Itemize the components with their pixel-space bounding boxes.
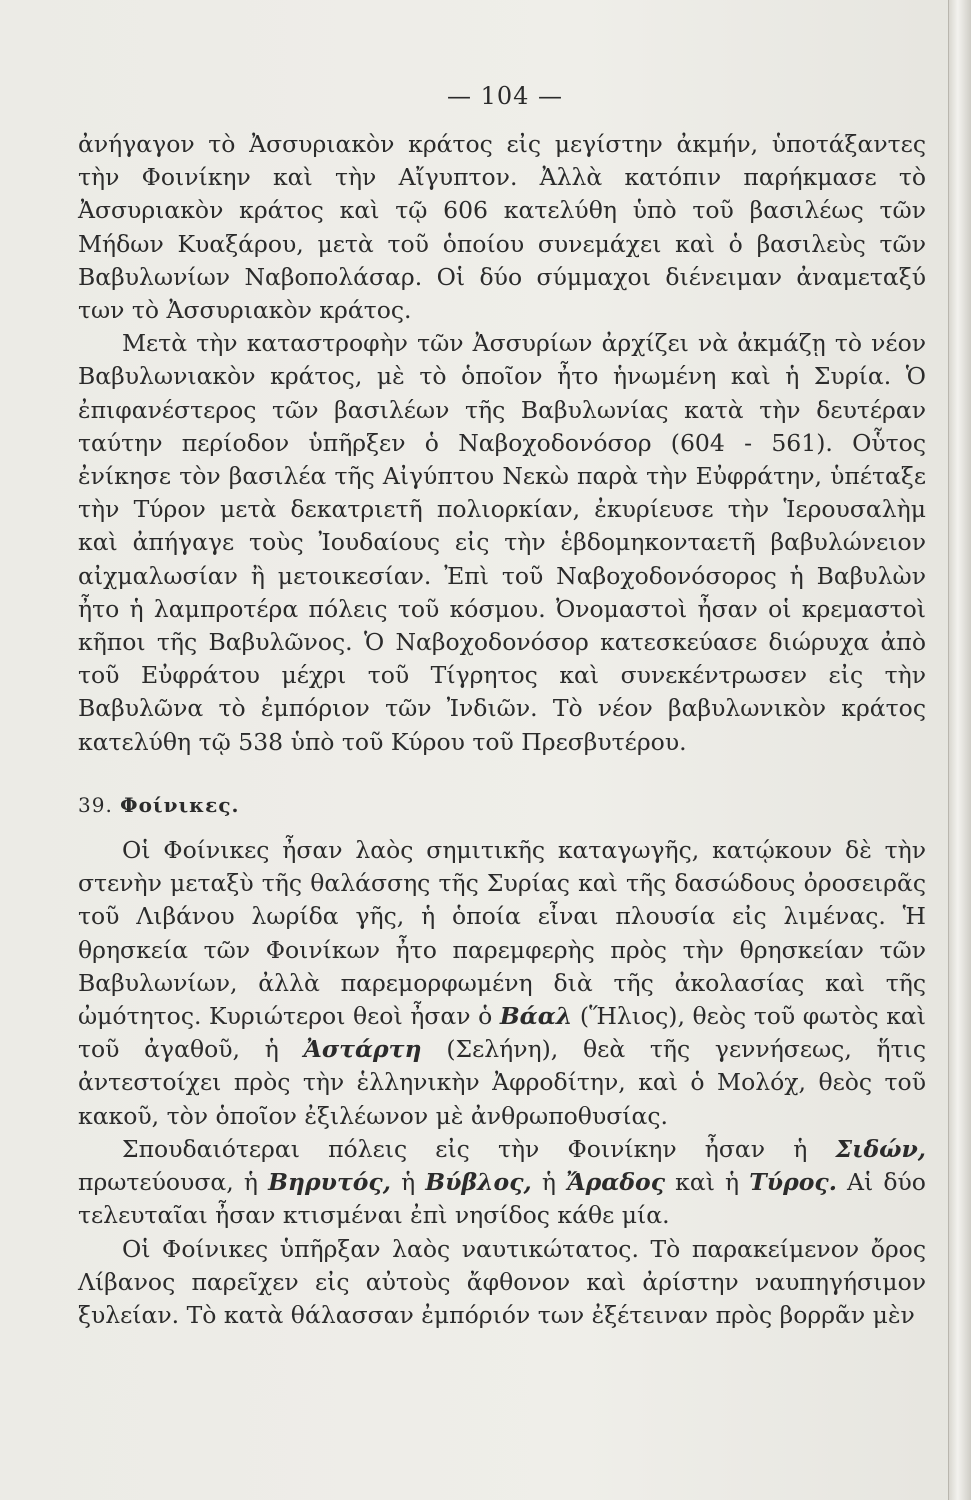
term-astarte: Ἀστάρτη xyxy=(303,1035,422,1064)
paragraph-3-text-b: (Ἥλιος), θεὸς τοῦ φωτὸς καὶ τοῦ ἀγαθοῦ, ἡ xyxy=(78,1002,926,1064)
term-berytus: Βηρυτός, xyxy=(268,1168,391,1197)
term-arados: Ἄραδος xyxy=(566,1168,666,1197)
paragraph-1: ἀνήγαγον τὸ Ἀσσυριακὸν κράτος εἰς μεγίστην ἀκμήν, ὑποτάξαντες τὴν Φοινίκην καὶ τὴν Αἴγυπτον. Ἀλλὰ κατόπιν παρήκμασε τὸ Ἀσσυριακὸν κράτος καὶ τῷ 606 κατελύθη ὑπὸ τοῦ βασιλέως τῶν Μήδων Κυαξάρου, μετὰ τοῦ ὁποίου συνεμάχει καὶ ὁ βασιλεὺς τῶν Βαβυλωνίων Ναβοπολάσαρ. Οἱ δύο σύμμαχοι διένειμαν ἀναμεταξύ των τὸ Ἀσσυριακὸν κράτος. xyxy=(78,130,926,325)
paragraph-5: Οἱ Φοίνικες ὑπῆρξαν λαὸς ναυτικώτατος. Τὸ παρακείμενον ὄρος Λίβανος παρεῖχεν εἰς αὐτοὺς ἄφθονον καὶ ἀρίστην ναυπηγήσιμον ξυλείαν. Τὸ κατὰ θάλασσαν ἐμπόριόν των ἐξέτειναν πρὸς βορρᾶν μὲν xyxy=(78,1234,926,1329)
body-text xyxy=(78,128,926,1332)
paragraph-3-text: Οἱ Φοίνικες ἦσαν λαὸς σημιτικῆς καταγωγῆς, κατῴκουν δὲ τὴν στενὴν μεταξὺ τῆς θαλάσσης τῆς Συρίας καὶ τῆς δασώδους ὀροσειρᾶς τοῦ Λιβάνου λωρίδα γῆς, ἡ ὁποία εἶναι πλουσία εἰς λιμένας. Ἡ θρησκεία τῶν Φοινίκων ἦτο παρεμφερὴς πρὸς τὴν θρησκείαν τῶν Βαβυλωνίων, ἀλλὰ παρεμορφωμένη διὰ τῆς ἀκολασίας καὶ τῆς ὠμότητος. Κυριώτεροι θεοὶ ἦσαν ὁ xyxy=(78,836,926,1031)
term-byblos: Βύβλος, xyxy=(425,1168,532,1197)
term-baal: Βάαλ xyxy=(499,1002,573,1031)
paragraph-4-text-d: ἡ xyxy=(541,1168,556,1197)
paragraph-4-text-c: ἡ xyxy=(401,1168,416,1197)
term-tyros: Τύρος. xyxy=(749,1168,837,1197)
paragraph-2: Μετὰ τὴν καταστροφὴν τῶν Ἀσσυρίων ἀρχίζει νὰ ἀκμάζῃ τὸ νέον Βαβυλωνιακὸν κράτος, μὲ τὸ ὁποῖον ἦτο ἡνωμένη καὶ ἡ Συρία. Ὁ ἐπιφανέστερος τῶν βασιλέων τῆς Βαβυλωνίας κατὰ τὴν δευτέραν ταύτην περίοδον ὑπῆρξεν ὁ Ναβοχοδονόσορ (604 - 561). Οὗτος ἐνίκησε τὸν βασιλέα τῆς Αἰγύπτου Νεκὼ παρὰ τὴν Εὐφράτην, ὑπέταξε τὴν Τύρον μετὰ δεκατριετῆ πολιορκίαν, ἐκυρίευσε τὴν Ἱερουσαλὴμ καὶ ἀπήγαγε τοὺς Ἰουδαίους εἰς τὴν ἑβδομηκονταετῆ βαβυλώνειον αἰχμαλωσίαν ἢ μετοικεσίαν. Ἐπὶ τοῦ Ναβοχοδονόσορος ἡ Βαβυλὼν ἦτο ἡ λαμπροτέρα πόλεις τοῦ κόσμου. Ὀνομαστοὶ ἦσαν οἱ κρεμαστοὶ κῆποι τῆς Βαβυλῶνος. Ὁ Ναβοχοδονόσορ κατεσκεύασε διώρυχα ἀπὸ τοῦ Εὐφράτου μέχρι τοῦ Τίγρητος καὶ συνεκέντρωσεν εἰς τὴν Βαβυλῶνα τὸ ἐμπόριον τῶν Ἰνδιῶν. Τὸ νέον βαβυλωνικὸν κράτος κατελύθη τῷ 538 ὑπὸ τοῦ Κύρου τοῦ Πρεσβυτέρου. xyxy=(78,329,926,756)
paragraph-3-text-c: (Σελήνη), θεὰ τῆς γεννήσεως, ἥτις ἀντεστοίχει πρὸς τὴν ἑλληνικὴν Ἀφροδίτην, καὶ ὁ Μολόχ, θεὸς τοῦ κακοῦ, τὸν ὁποῖον ἐξιλέωνον μὲ ἀνθρωποθυσίας. xyxy=(78,1035,926,1130)
paragraph-4-text-e: καὶ ἡ xyxy=(675,1168,740,1197)
paragraph-4 xyxy=(78,1133,926,1233)
paragraph-4-text-f: Αἱ δύο τελευταῖαι ἦσαν κτισμέναι ἐπὶ νησίδος κάθε μία. xyxy=(78,1168,926,1230)
page-number: — 104 — xyxy=(446,82,564,110)
adjacent-page-edge xyxy=(948,0,971,1500)
section-number: 39. xyxy=(78,792,113,817)
paragraph-3 xyxy=(78,834,926,1133)
section-title: Φοίνικες. xyxy=(120,792,240,817)
paragraph-4-text-a: Σπουδαιότεραι πόλεις εἰς τὴν Φοινίκην ἦσαν ἡ xyxy=(122,1134,808,1163)
paragraph-4-text-b: πρωτεύουσα, ἡ xyxy=(78,1168,258,1197)
term-sidon: Σιδών, xyxy=(835,1134,926,1163)
section-heading xyxy=(78,789,926,822)
